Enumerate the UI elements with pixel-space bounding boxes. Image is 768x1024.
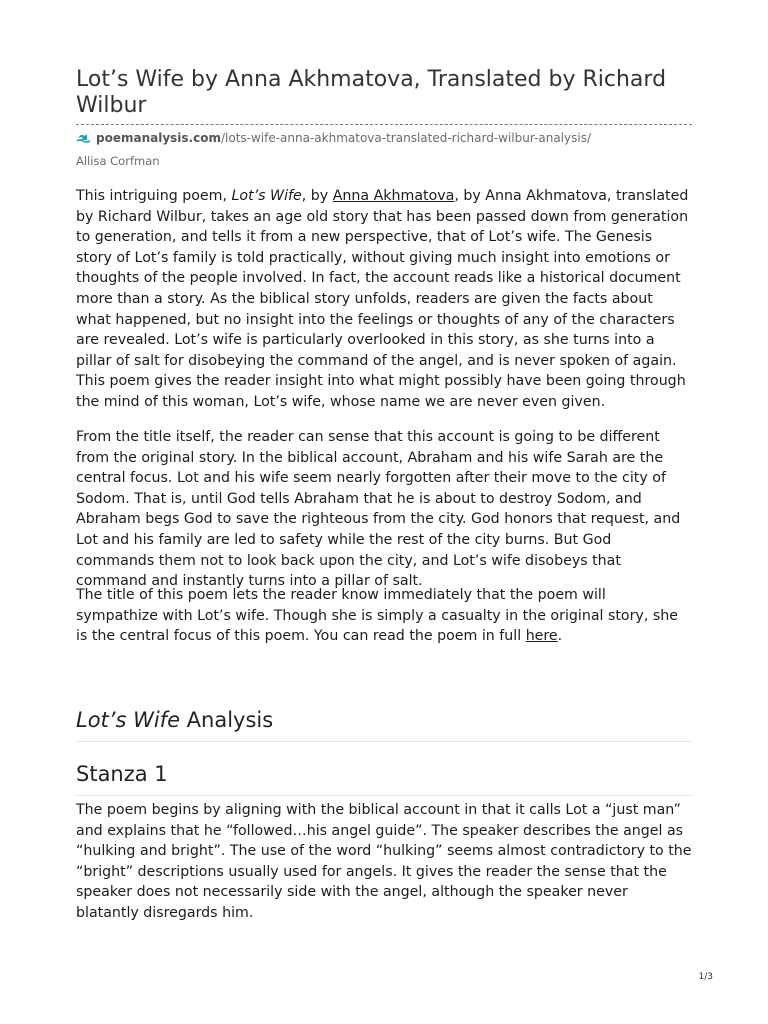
poet-link[interactable]: Anna Akhmatova bbox=[332, 188, 455, 204]
poem-link[interactable]: here bbox=[525, 628, 558, 645]
page-number: 1/3 bbox=[698, 972, 713, 982]
analysis-heading-italic: Lot’s Wife bbox=[76, 708, 180, 732]
paragraph-2 bbox=[76, 427, 692, 592]
source-path[interactable]: /lots-wife-anna-akhmatova-translated-richard-wilbur-analysis/ bbox=[220, 131, 591, 145]
p1-text-b: , by bbox=[301, 188, 333, 204]
source-domain[interactable]: poemanalysis.com bbox=[96, 131, 221, 145]
analysis-heading bbox=[76, 707, 692, 742]
paragraph-4 bbox=[76, 800, 692, 924]
paragraph-1 bbox=[76, 186, 692, 413]
p4-text: The poem begins by aligning with the biblical account in that it calls Lot a “just man” and explains that he “followed…his angel guide”. The speaker describes the angel as “hulking and bright”. The use of the word “hulking” seems almost contradictory to the “bright” descriptions usually used for angels. It gives the reader the sense that the speaker does not necessarily side with the angel, although the speaker never blatantly disregards him. bbox=[76, 802, 692, 921]
article-title: Lot’s Wife by Anna Akhmatova, Translated by Richard Wilbur bbox=[76, 67, 667, 118]
title-divider bbox=[76, 124, 692, 125]
p2-text: From the title itself, the reader can sense that this account is going to be different from the original story. In the biblical account, Abraham and his wife Sarah are the central focus. Lot and his wife seem nearly forgotten after their move to the city of Sodom. That is, until God tells Abraham that he is about to destroy Sodom, and Abraham begs God to save the righteous from the city. God honors that request, and Lot and his family are led to safety while the rest of the city burns. But God commands them not to look back upon the city, and Lot’s wife disobeys that command and instantly turns into a pillar of salt. bbox=[76, 429, 681, 590]
analysis-heading-rest: Analysis bbox=[180, 708, 274, 732]
poem-title-italic: Lot’s Wife bbox=[231, 188, 302, 204]
link-icon bbox=[76, 131, 92, 143]
p1-text-a: This intriguing poem, bbox=[76, 188, 232, 204]
stanza-heading: Stanza 1 bbox=[76, 761, 692, 796]
source-url[interactable] bbox=[76, 130, 692, 146]
paragraph-3 bbox=[76, 585, 692, 647]
p1-text-c: , by Anna Akhmatova, translated by Richard Wilbur, takes an age old story that has been passed down from generation to generation, and tells it from a new perspective, that of Lot’s wife. The Genesis story of Lot’s family is told practically, without giving much insight into emotions or thoughts of the people involved. In fact, the account reads like a historical document more than a story. As the biblical story unfolds, readers are given the facts about what happened, but no insight into the feelings or thoughts of any of the characters are revealed. Lot’s wife is particularly overlooked in this story, as she turns into a pillar of salt for disobeying the command of the angel, and is never spoken of again. This poem gives the reader insight into what might possibly have been going through the mind of this woman, Lot’s wife, whose name we are never even given. bbox=[76, 188, 689, 410]
p3-text-a: The title of this poem lets the reader know immediately that the poem will sympathize with Lot’s wife. Though she is simply a casualty in the original story, she is the central focus of this poem. You can read the poem in full bbox=[76, 587, 678, 645]
p3-text-b: . bbox=[557, 628, 563, 645]
author-name: Allisa Corfman bbox=[76, 154, 160, 168]
